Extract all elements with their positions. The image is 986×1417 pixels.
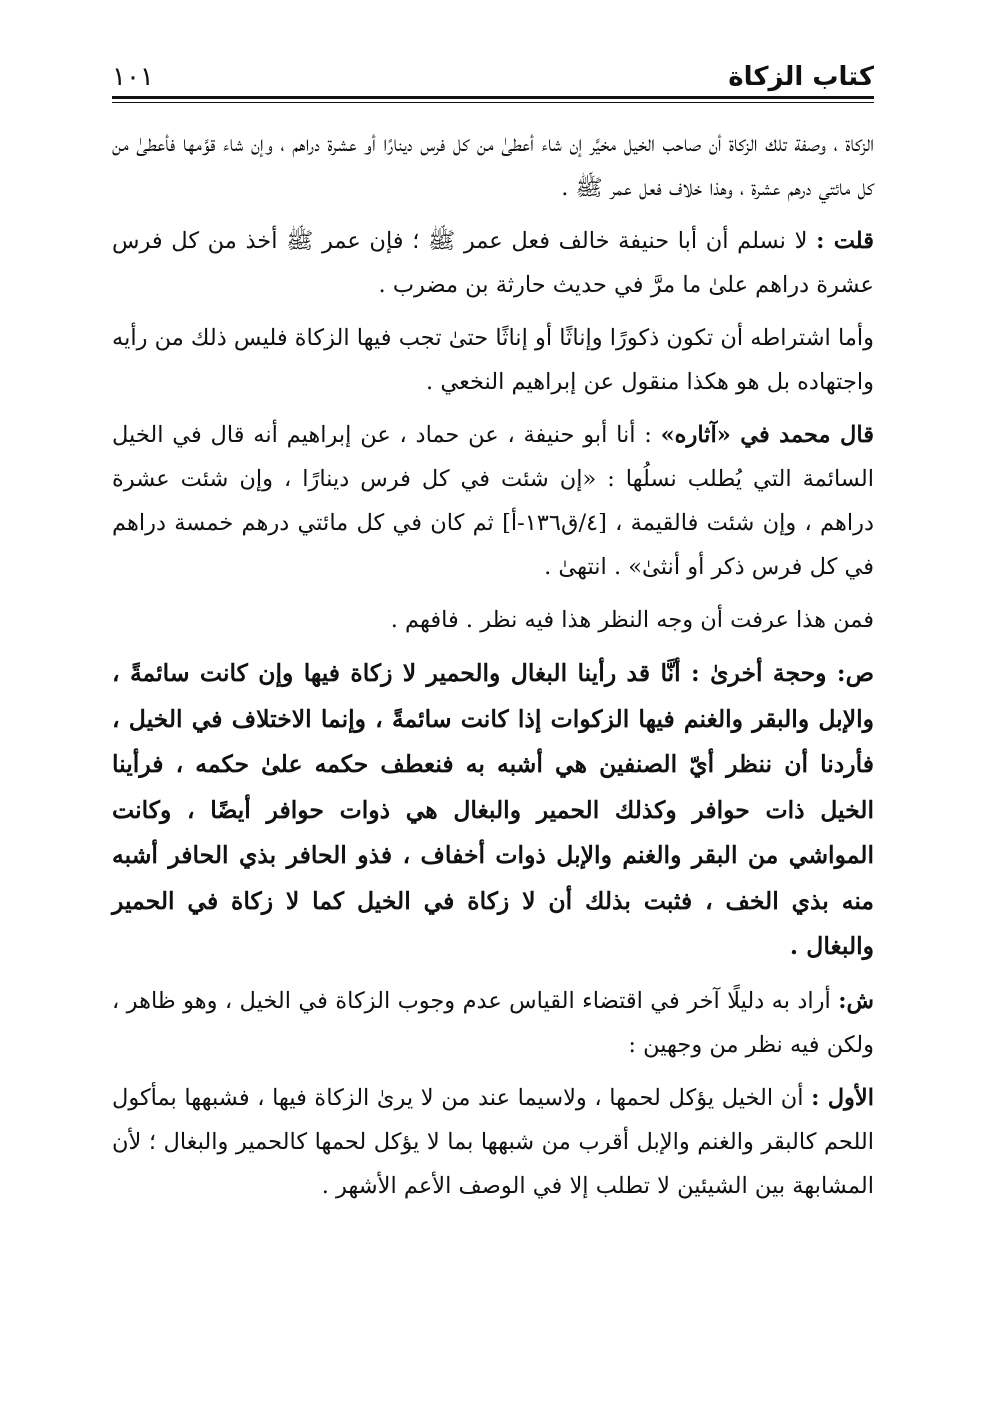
book-title: كتاب الزكاة: [728, 62, 874, 92]
paragraph-text: وحجة أخرىٰ : أنَّا قد رأينا البغال والحمير لا زكاة فيها وإن كانت سائمةً ، والإبل والبقر والغنم فيها الزكوات إذا كانت سائمةً ، وإنما الاختلاف في الخيل ، فأردنا أن ننظر أيّ الصنفين هي أشبه به فنعطف حكمه علىٰ حكمه ، فرأينا الخيل ذات حوافر وكذلك الحمير والبغال هي ذوات حوافر أيضًا ، وكانت المواشي من البقر والغنم والإبل ذوات أخفاف ، فذو الحافر بذي الحافر أشبه منه بذي الخف ، فثبت بذلك أن لا زكاة في الخيل كما لا زكاة في الحمير والبغال .: [112, 659, 874, 960]
page-body: [112, 122, 874, 1217]
paragraph-8: [112, 1076, 874, 1208]
paragraph-lead: قلت :: [816, 228, 874, 254]
paragraph-2: [112, 219, 874, 307]
paragraph-5: [112, 598, 874, 642]
paragraph-text: لا نسلم أن أبا حنيفة خالف فعل عمر ﷺ ؛ فإن عمر ﷺ أخذ من كل فرس عشرة دراهم علىٰ ما مرَّ في حديث حارثة بن مضرب .: [112, 228, 874, 298]
page-number: ١٠١: [112, 62, 154, 92]
paragraph-lead: ش:: [838, 987, 874, 1014]
paragraph-6-matn: [112, 651, 874, 970]
paragraph-text: أراد به دليلًا آخر في اقتضاء القياس عدم وجوب الزكاة في الخيل ، وهو ظاهر ، ولكن فيه نظر من وجهين :: [112, 987, 874, 1058]
paragraph-text: فمن هذا عرفت أن وجه النظر هذا فيه نظر . فافهم .: [390, 607, 874, 633]
paragraph-text: : أنا أبو حنيفة ، عن حماد ، عن إبراهيم أنه قال في الخيل السائمة التي يُطلب نسلُها : «إن شئت في كل فرس دينارًا ، وإن شئت عشرة دراهم ، وإن شئت فالقيمة ، [٤/ق١٣٦-أ] ثم كان في كل مائتي درهم خمسة دراهم في كل فرس ذكر أو أنثىٰ» . انتهىٰ .: [112, 422, 875, 580]
paragraph-text: الزكاة ، وصفة تلك الزكاة أن صاحب الخيل مخيَّر إن شاء أعطىٰ من كل فرس دينارًا أو عشرة دراهم ، وإن شاء قوَّمها فأعطىٰ من كل مائتي درهم عشرة ، وهذا خلاف فعل عمر ﷺ .: [112, 131, 874, 201]
paragraph-text: وأما اشتراطه أن تكون ذكورًا وإناثًا أو إناثًا حتىٰ تجب فيها الزكاة فليس ذلك من رأيه واجتهاده بل هو هكذا منقول عن إبراهيم النخعي .: [112, 325, 874, 395]
header-rule-thick: [112, 96, 874, 99]
paragraph-3: [112, 316, 874, 404]
paragraph-4: [112, 413, 874, 589]
page-header: [112, 52, 874, 92]
paragraph-lead: قال محمد في «آثاره»: [660, 422, 874, 448]
paragraph-7: [112, 979, 874, 1067]
paragraph-lead: ص:: [836, 659, 874, 687]
paragraph-lead: الأول :: [811, 1084, 875, 1111]
paragraph-1: [112, 122, 874, 210]
paragraph-text: أن الخيل يؤكل لحمها ، ولاسيما عند من لا يرىٰ الزكاة فيها ، فشبهها بمأكول اللحم كالبقر والغنم والإبل أقرب من شبهها بما لا يؤكل لحمها كالحمير والبغال ؛ لأن المشابهة بين الشيئين لا تطلب إلا في الوصف الأعم الأشهر .: [112, 1084, 874, 1199]
header-rule-thin: [112, 102, 874, 103]
